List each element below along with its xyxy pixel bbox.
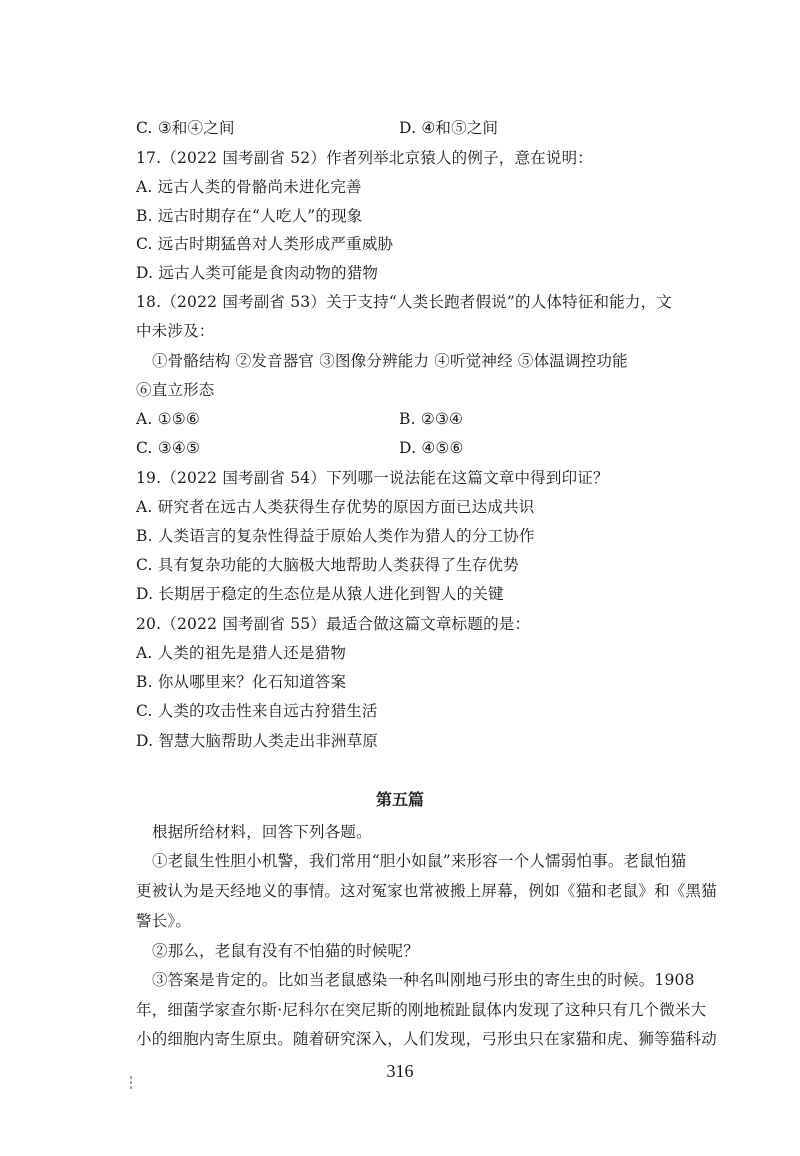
section-title: 第五篇 bbox=[375, 790, 424, 809]
paragraph-3-line1: ③答案是肯定的。比如当老鼠感染一种名叫刚地弓形虫的寄生虫的时候。1908 bbox=[152, 971, 695, 989]
q18-option-c: C. ③④⑤ bbox=[136, 439, 201, 457]
q20-option-c: C. 人类的攻击性来自远古狩猎生活 bbox=[136, 702, 378, 720]
q19-stem: 19.（2022 国考副省 54）下列哪一说法能在这篇文章中得到印证？ bbox=[136, 469, 609, 487]
q19-option-c: C. 具有复杂功能的大脑极大地帮助人类获得了生存优势 bbox=[136, 556, 519, 574]
paragraph-1-line3: 警长》。 bbox=[136, 912, 192, 930]
q18-option-a: A. ①⑤⑥ bbox=[136, 410, 200, 428]
q17-option-c: C. 远古时期猛兽对人类形成严重威胁 bbox=[136, 235, 394, 253]
q19-option-d: D. 长期居于稳定的生态位是从猿人进化到智人的关键 bbox=[136, 585, 504, 603]
q18-option-b: B. ②③④ bbox=[399, 410, 464, 428]
q19-option-b: B. 人类语言的复杂性得益于原始人类作为猎人的分工协作 bbox=[136, 527, 535, 545]
q20-stem: 20.（2022 国考副省 55）最适合做这篇文章标题的是： bbox=[136, 615, 531, 633]
q16-option-d: D. ④和⑤之间 bbox=[399, 119, 499, 137]
page-number: 316 bbox=[386, 1061, 414, 1081]
paragraph-1-line2: 更被认为是天经地义的事情。这对冤家也常被搬上屏幕，例如《猫和老鼠》和《黑猫 bbox=[136, 882, 717, 900]
q18-stem-line2: 中未涉及： bbox=[136, 322, 215, 340]
q17-option-d: D. 远古人类可能是食肉动物的猎物 bbox=[136, 264, 379, 282]
q20-option-a: A. 人类的祖先是猎人还是猎物 bbox=[136, 644, 347, 662]
q18-items-line1: ①骨骼结构 ②发音器官 ③图像分辨能力 ④听觉神经 ⑤体温调控功能 bbox=[152, 352, 628, 370]
paragraph-2: ②那么，老鼠有没有不怕猫的时候呢？ bbox=[152, 942, 419, 960]
q17-option-b: B. 远古时期存在“人吃人”的现象 bbox=[136, 207, 363, 225]
q19-option-a: A. 研究者在远古人类获得生存优势的原因方面已达成共识 bbox=[136, 498, 535, 516]
paragraph-3-line2: 年，细菌学家查尔斯·尼科尔在突尼斯的刚地梳趾鼠体内发现了这种只有几个微米大 bbox=[136, 1001, 707, 1019]
section-instruction: 根据所给材料，回答下列各题。 bbox=[152, 823, 372, 841]
paragraph-3-line3: 小的细胞内寄生原虫。随着研究深入，人们发现，弓形虫只在家猫和虎、狮等猫科动 bbox=[136, 1030, 717, 1048]
q18-stem-line1: 18.（2022 国考副省 53）关于支持“人类长跑者假说”的人体特征和能力，文 bbox=[136, 293, 673, 311]
q18-items-line2: ⑥直立形态 bbox=[136, 381, 215, 399]
scan-mark-icon bbox=[128, 1074, 134, 1092]
paragraph-1-line1: ①老鼠生性胆小机警，我们常用“胆小如鼠”来形容一个人懦弱怕事。老鼠怕猫 bbox=[152, 852, 687, 870]
q20-option-d: D. 智慧大脑帮助人类走出非洲草原 bbox=[136, 732, 379, 750]
q20-option-b: B. 你从哪里来？化石知道答案 bbox=[136, 673, 347, 691]
q18-option-d: D. ④⑤⑥ bbox=[399, 439, 464, 457]
q17-stem: 17.（2022 国考副省 52）作者列举北京猿人的例子，意在说明： bbox=[136, 149, 593, 167]
q17-option-a: A. 远古人类的骨骼尚未进化完善 bbox=[136, 178, 362, 196]
q16-option-c: C. ③和④之间 bbox=[136, 119, 235, 137]
